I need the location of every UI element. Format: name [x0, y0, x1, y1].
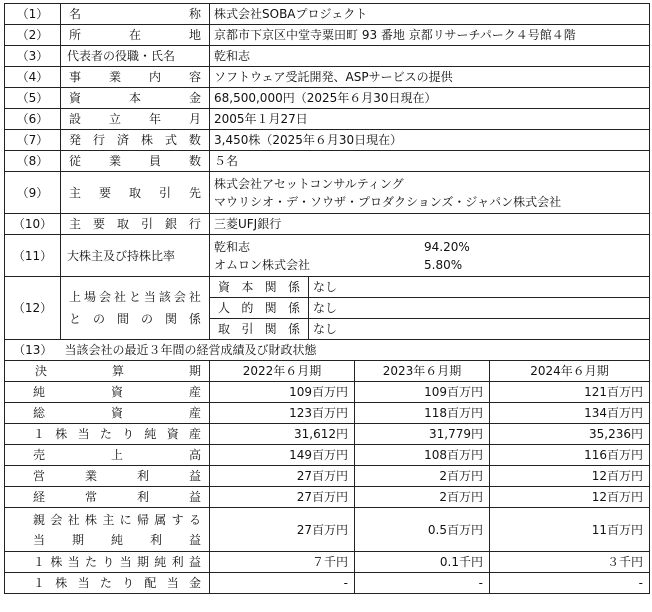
label-char: 金 — [188, 576, 201, 590]
financial-value-2024: 134百万円 — [490, 403, 650, 424]
label-char: 従 — [69, 154, 82, 168]
label-char: と — [69, 312, 82, 326]
label-char: 業 — [108, 70, 121, 84]
financial-row-sales — [5, 445, 650, 466]
financial-row-ordinary-income — [5, 487, 650, 508]
label-char: 取 — [116, 217, 129, 231]
financial-value-2024: 12百万円 — [490, 487, 650, 508]
financial-item-label — [33, 426, 201, 442]
label-char: 所 — [69, 28, 82, 42]
row-label — [69, 90, 201, 106]
label-char: の — [92, 312, 105, 326]
row-number: （7） — [5, 130, 61, 151]
address-value: 京都市下京区中堂寺粟田町 93 番地 京都リサーチパーク４号館４階 — [210, 25, 650, 46]
label-char: 当 — [119, 555, 132, 569]
company-overview-table — [4, 3, 650, 594]
label-char: 行 — [92, 133, 105, 147]
financial-item-label — [33, 405, 201, 421]
financial-row-bps — [5, 424, 650, 445]
shareholder-row — [214, 256, 645, 274]
label-char: 引 — [158, 185, 171, 200]
label-char: 決 — [35, 364, 48, 378]
label-char: 当 — [143, 290, 156, 304]
label-char: 該 — [158, 290, 171, 304]
row-clients — [5, 172, 650, 214]
label-char: １ — [33, 555, 46, 569]
label-char: 益 — [188, 490, 201, 504]
financial-item-label — [33, 575, 201, 591]
label-char: 内 — [148, 70, 161, 84]
financial-item-label — [33, 384, 201, 400]
label-char: 主 — [69, 185, 82, 200]
label-char: 当 — [77, 427, 90, 441]
financial-value-2023: 2百万円 — [355, 466, 490, 487]
label-char: 当 — [77, 576, 90, 590]
financial-value-2022: 123百万円 — [210, 403, 355, 424]
financial-value-2024: 35,236円 — [490, 424, 650, 445]
fiscal-year-2023: 2023年６月期 — [355, 361, 490, 382]
bank-value: 三菱UFJ銀行 — [210, 214, 650, 235]
label-char: 人 — [218, 301, 231, 315]
label-char: 関 — [264, 322, 277, 336]
row-capital — [5, 88, 650, 109]
financial-header-row — [5, 361, 650, 382]
financial-value-2023: - — [355, 573, 490, 594]
row-label — [69, 185, 201, 201]
label-char: 益 — [188, 555, 201, 569]
label-char: 利 — [171, 555, 184, 569]
personnel-relationship-value: なし — [309, 298, 650, 319]
label-char: 名 — [69, 7, 82, 21]
label-char: 行 — [188, 217, 201, 231]
label-char: 株 — [50, 555, 63, 569]
row-label — [69, 6, 201, 22]
label-char: 本 — [241, 280, 254, 294]
label-char: 銀 — [164, 217, 177, 231]
row-shares — [5, 130, 650, 151]
label-char: 間 — [116, 312, 129, 326]
row-name — [5, 4, 650, 25]
label-char: 配 — [144, 576, 157, 590]
label-char: 員 — [148, 154, 161, 168]
company-name-value: 株式会社SOBAプロジェクト — [210, 4, 650, 25]
label-char: 資 — [110, 406, 123, 420]
label-char: 株 — [55, 427, 68, 441]
label-char: る — [188, 512, 201, 527]
label-char: 純 — [144, 427, 157, 441]
row-label: 大株主及び持株比率 — [61, 235, 210, 277]
financial-value-2022: 27百万円 — [210, 508, 355, 552]
label-char: 株 — [140, 133, 153, 147]
label-char: 式 — [164, 133, 177, 147]
label-char: 総 — [33, 406, 46, 420]
label-char: 業 — [108, 154, 121, 168]
label-char: 数 — [188, 154, 201, 168]
label-char: 当 — [166, 576, 179, 590]
shareholder-ratio: 5.80% — [424, 257, 463, 272]
shares-value: 3,450株（2025年６月30日現在） — [210, 130, 650, 151]
transaction-relationship-value: なし — [309, 319, 650, 340]
label-char: 関 — [264, 280, 277, 294]
financial-item-label — [33, 468, 201, 484]
financial-value-2022: - — [210, 573, 355, 594]
row-major-shareholders — [5, 235, 650, 277]
row-label: 代表者の役職・氏名 — [61, 46, 210, 67]
label-char: 本 — [128, 91, 141, 105]
row-number: （12） — [5, 277, 61, 340]
capital-value: 68,500,000円（2025年６月30日現在） — [210, 88, 650, 109]
label-char: 発 — [69, 133, 82, 147]
client-1: 株式会社アセットコンサルティング — [214, 176, 404, 191]
label-char: １ — [33, 576, 46, 590]
label-char: 場 — [83, 290, 96, 304]
financial-item-label — [33, 489, 201, 505]
label-char: り — [122, 427, 135, 441]
label-char: 属 — [154, 512, 167, 527]
label-char: 事 — [69, 70, 82, 84]
financial-row-operating-income — [5, 466, 650, 487]
label-char: 関 — [264, 301, 277, 315]
label-char: 株 — [55, 576, 68, 590]
label-char: 会 — [173, 290, 186, 304]
row-label — [69, 132, 201, 148]
label-char: 株 — [84, 512, 97, 527]
label-char: １ — [33, 427, 46, 441]
label-char: 立 — [108, 112, 121, 126]
label-char: 社 — [67, 512, 80, 527]
row-label — [69, 111, 201, 127]
financial-item-label — [33, 554, 201, 570]
label-char: た — [99, 427, 112, 441]
label-char: 産 — [188, 406, 201, 420]
label-char: 当 — [33, 532, 46, 547]
financial-value-2023: 109百万円 — [355, 382, 490, 403]
financial-row-eps — [5, 552, 650, 573]
financial-value-2023: 31,779円 — [355, 424, 490, 445]
representative-value: 乾和志 — [210, 46, 650, 67]
row-number: （3） — [5, 46, 61, 67]
row-number: （13） — [5, 340, 61, 361]
established-value: 2005年１月27日 — [210, 109, 650, 130]
financial-value-2022: ７千円 — [210, 552, 355, 573]
financial-value-2024: 12百万円 — [490, 466, 650, 487]
label-char: 地 — [188, 28, 201, 42]
label-char: 売 — [33, 448, 46, 462]
row-financial-heading — [5, 340, 650, 361]
label-char: 称 — [188, 7, 201, 21]
label-char: 営 — [33, 469, 46, 483]
label-char: 取 — [128, 185, 141, 200]
client-2: マウリシオ・デ・ソウザ・プロダクションズ・ジャパン株式会社 — [214, 194, 562, 209]
label-char: 数 — [188, 133, 201, 147]
label-char: 年 — [148, 112, 161, 126]
label-char: 算 — [111, 364, 124, 378]
label-char: 利 — [136, 490, 149, 504]
label-char: に — [119, 512, 132, 527]
label-char: 主 — [69, 217, 82, 231]
row-label — [69, 153, 201, 169]
financial-value-2022: 149百万円 — [210, 445, 355, 466]
financial-item-label-line2 — [33, 530, 201, 550]
row-label — [69, 69, 201, 85]
relationship-label-line1 — [69, 286, 201, 308]
financial-item-label-line1 — [33, 510, 201, 530]
label-char: 係 — [287, 301, 300, 315]
label-char: 経 — [33, 490, 46, 504]
label-char: 益 — [188, 469, 201, 483]
row-number: （4） — [5, 67, 61, 88]
label-char: の — [140, 312, 153, 326]
label-char: 資 — [110, 385, 123, 399]
row-number: （6） — [5, 109, 61, 130]
row-label — [69, 27, 201, 43]
label-char: り — [102, 555, 115, 569]
label-char: 利 — [149, 532, 162, 547]
label-char: 帰 — [136, 512, 149, 527]
transaction-relationship-label — [218, 321, 300, 337]
label-char: 関 — [164, 312, 177, 326]
row-number: （5） — [5, 88, 61, 109]
financial-row-net-income — [5, 508, 650, 552]
shareholder-row — [214, 238, 645, 256]
label-char: り — [122, 576, 135, 590]
label-char: 上 — [69, 290, 82, 304]
capital-relationship-label — [218, 279, 300, 295]
employees-value: ５名 — [210, 151, 650, 172]
row-number: （9） — [5, 172, 61, 214]
label-char: 係 — [287, 322, 300, 336]
row-label — [69, 216, 201, 232]
label-char: 引 — [140, 217, 153, 231]
financial-value-2022: 109百万円 — [210, 382, 355, 403]
financial-value-2024: ３千円 — [490, 552, 650, 573]
shareholder-name: オムロン株式会社 — [214, 257, 311, 272]
financial-value-2023: 118百万円 — [355, 403, 490, 424]
row-business — [5, 67, 650, 88]
label-char: 常 — [84, 490, 97, 504]
label-char: 産 — [188, 427, 201, 441]
financial-value-2024: - — [490, 573, 650, 594]
label-char: 業 — [84, 469, 97, 483]
financial-value-2023: 0.1千円 — [355, 552, 490, 573]
financial-row-total-assets — [5, 403, 650, 424]
financial-value-2024: 11百万円 — [490, 508, 650, 552]
label-char: 資 — [166, 427, 179, 441]
label-char: 金 — [188, 91, 201, 105]
financial-row-net-assets — [5, 382, 650, 403]
shareholder-name: 乾和志 — [214, 239, 251, 254]
row-established — [5, 109, 650, 130]
label-char: 会 — [98, 290, 111, 304]
label-char: 要 — [98, 185, 111, 200]
row-address — [5, 25, 650, 46]
label-char: 利 — [136, 469, 149, 483]
financial-value-2024: 121百万円 — [490, 382, 650, 403]
row-bank — [5, 214, 650, 235]
label-char: 期 — [136, 555, 149, 569]
label-char: 社 — [188, 290, 201, 304]
financial-value-2023: 2百万円 — [355, 487, 490, 508]
row-number: （8） — [5, 151, 61, 172]
financial-value-2023: 0.5百万円 — [355, 508, 490, 552]
label-char: 設 — [69, 112, 82, 126]
row-representative — [5, 46, 650, 67]
label-char: 社 — [113, 290, 126, 304]
row-number: （2） — [5, 25, 61, 46]
financial-value-2022: 27百万円 — [210, 487, 355, 508]
fiscal-year-2022: 2022年６月期 — [210, 361, 355, 382]
label-char: 主 — [102, 512, 115, 527]
label-char: 会 — [50, 512, 63, 527]
label-char: 純 — [154, 555, 167, 569]
fiscal-year-2024: 2024年６月期 — [490, 361, 650, 382]
label-char: 的 — [241, 301, 254, 315]
label-char: 容 — [188, 70, 201, 84]
financial-row-dividend — [5, 573, 650, 594]
label-char: 期 — [188, 364, 201, 378]
label-char: 取 — [218, 322, 231, 336]
label-char: す — [171, 512, 184, 527]
financial-value-2022: 27百万円 — [210, 466, 355, 487]
row-number: （10） — [5, 214, 61, 235]
personnel-relationship-label — [218, 300, 300, 316]
label-char: 資 — [218, 280, 231, 294]
label-char: 期 — [71, 532, 84, 547]
row-number: （1） — [5, 4, 61, 25]
financial-item-label — [33, 447, 201, 463]
label-char: 係 — [188, 312, 201, 326]
financial-value-2024: 116百万円 — [490, 445, 650, 466]
business-value: ソフトウェア受託開発、ASPサービスの提供 — [210, 67, 650, 88]
label-char: 月 — [188, 112, 201, 126]
row-relationship — [5, 277, 650, 298]
fiscal-period-label — [35, 363, 201, 379]
financial-section-title: 当該会社の最近３年間の経営成績及び財政状態 — [61, 340, 650, 361]
label-char: 要 — [92, 217, 105, 231]
label-char: 当 — [67, 555, 80, 569]
capital-relationship-value: なし — [309, 277, 650, 298]
row-number: （11） — [5, 235, 61, 277]
label-char: 引 — [241, 322, 254, 336]
label-char: 純 — [33, 385, 46, 399]
label-char: と — [128, 290, 141, 304]
label-char: 益 — [188, 532, 201, 547]
label-char: た — [84, 555, 97, 569]
financial-value-2022: 31,612円 — [210, 424, 355, 445]
label-char: 在 — [128, 28, 141, 42]
label-char: 上 — [110, 448, 123, 462]
row-employees — [5, 151, 650, 172]
label-char: 産 — [188, 385, 201, 399]
label-char: 済 — [116, 133, 129, 147]
label-char: 先 — [188, 185, 201, 200]
shareholder-ratio: 94.20% — [424, 239, 470, 254]
relationship-label-line2 — [69, 308, 201, 330]
label-char: 係 — [287, 280, 300, 294]
label-char: 資 — [69, 91, 82, 105]
label-char: 高 — [188, 448, 201, 462]
financial-value-2023: 108百万円 — [355, 445, 490, 466]
label-char: た — [99, 576, 112, 590]
label-char: 親 — [33, 512, 46, 527]
label-char: 純 — [110, 532, 123, 547]
